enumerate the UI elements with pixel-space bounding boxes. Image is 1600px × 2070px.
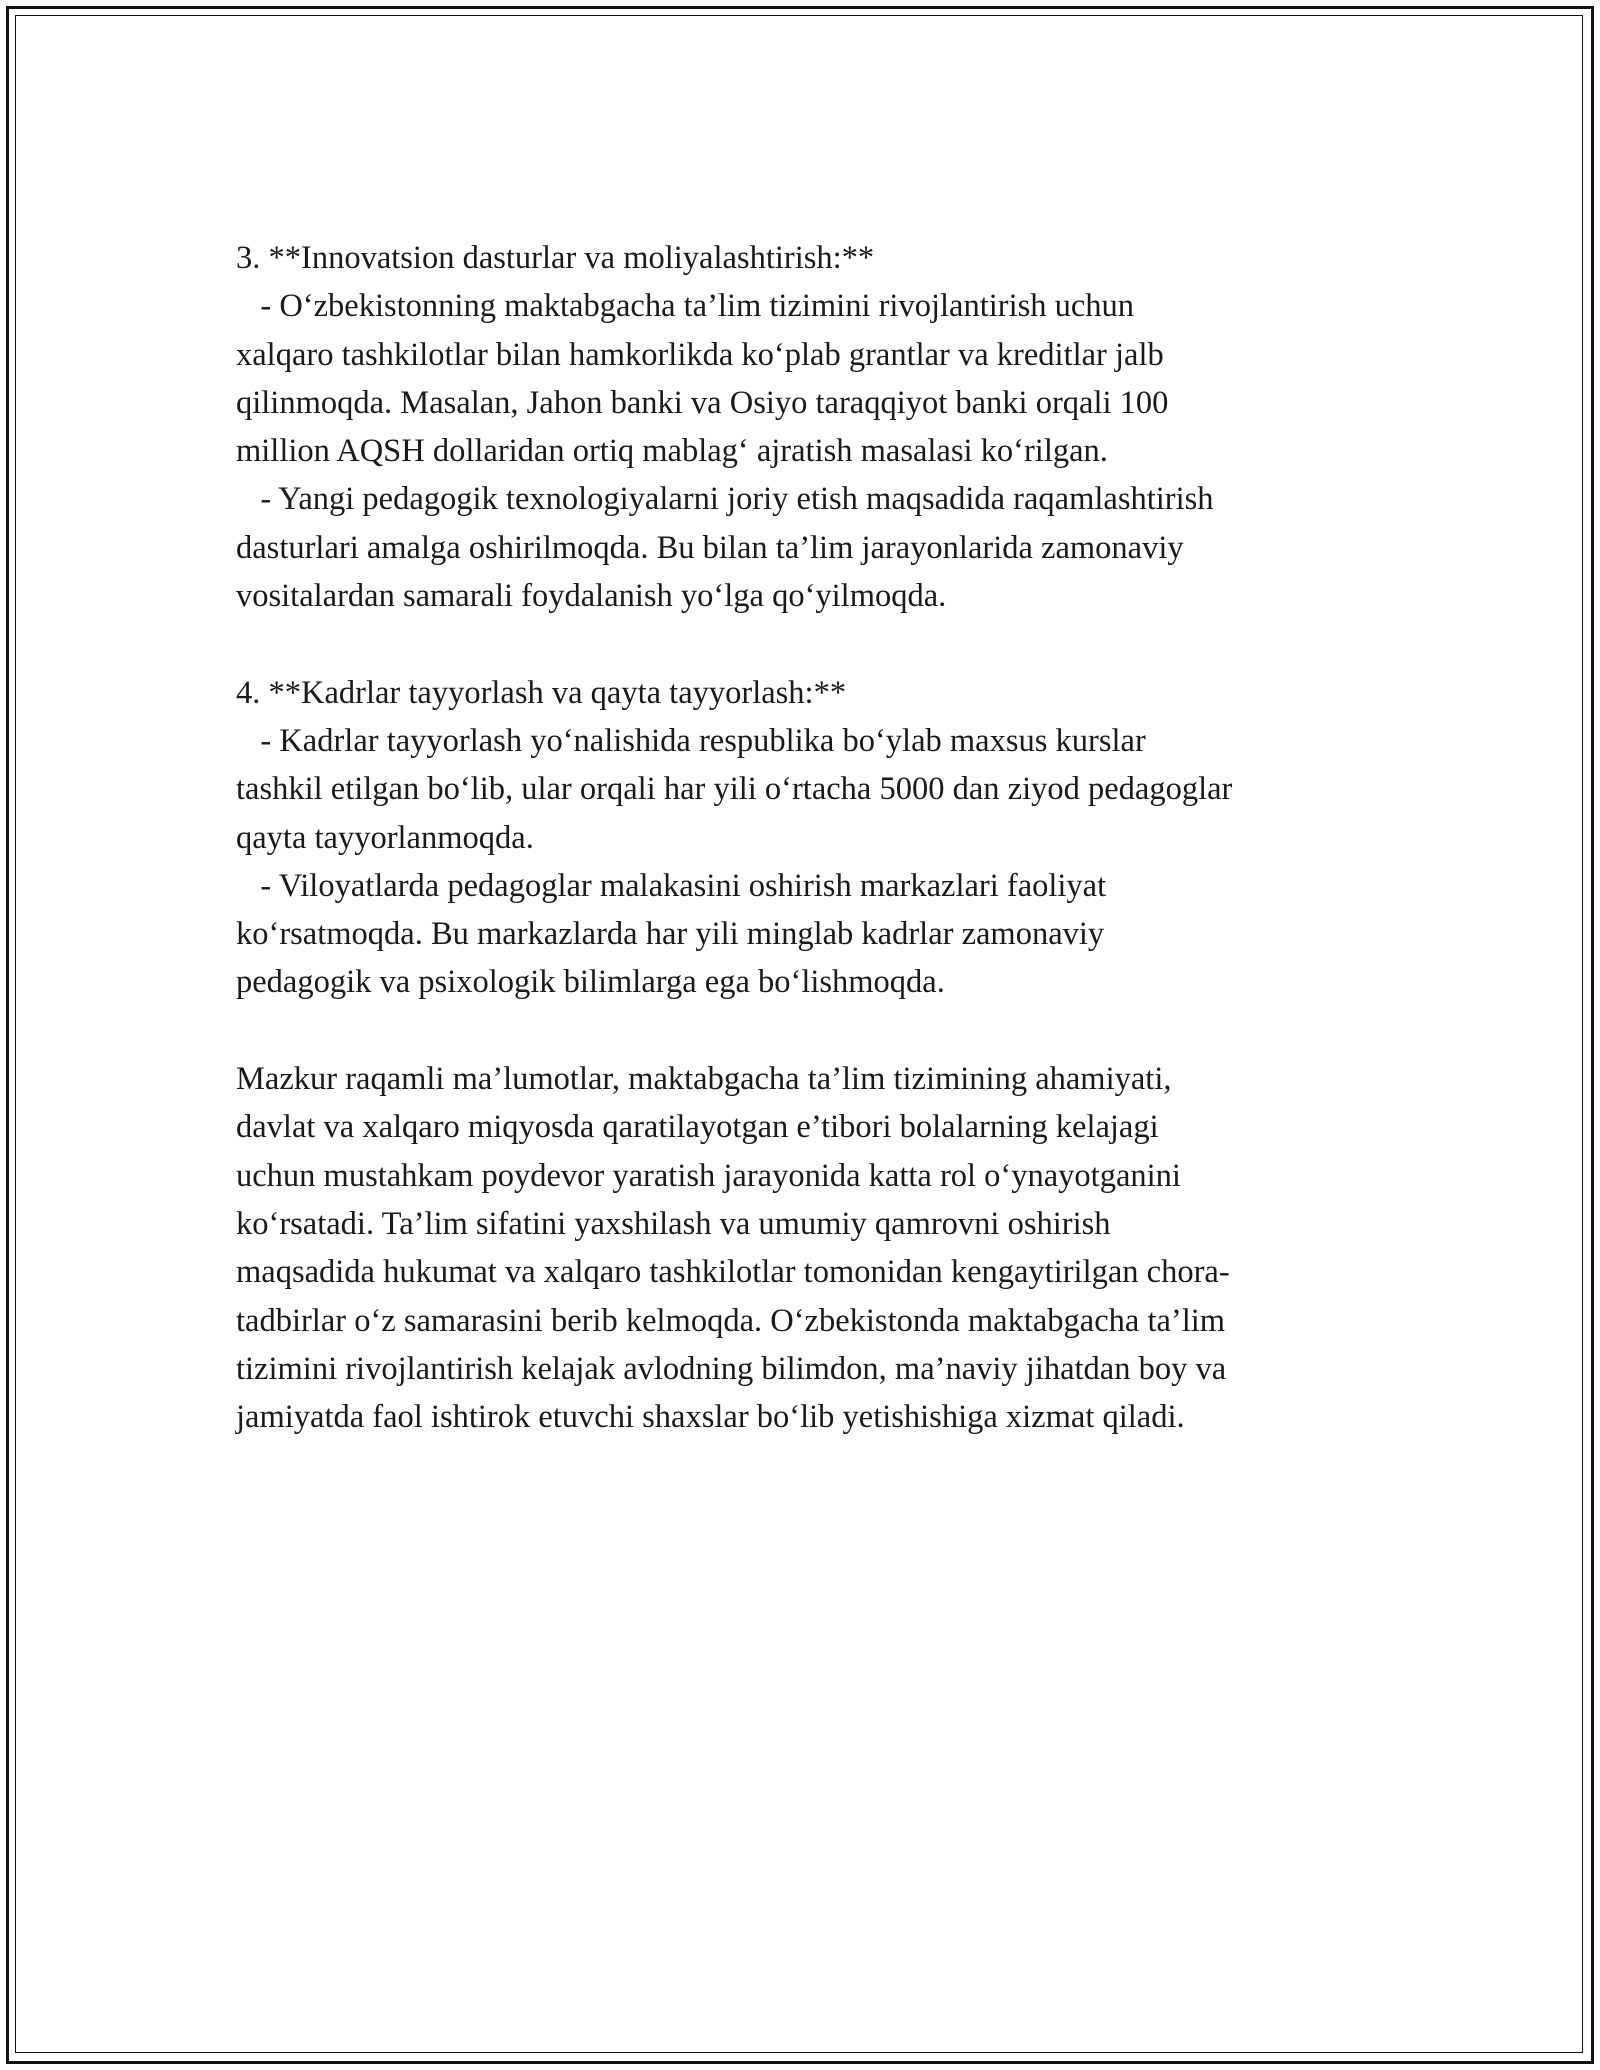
text-line: jamiyatda faol ishtirok etuvchi shaxslar bo‘lib yetishishiga xizmat qiladi.: [236, 1399, 1185, 1436]
text-line: tashkil etilgan bo‘lib, ular orqali har yili o‘rtacha 5000 dan ziyod pedagoglar: [236, 771, 1233, 808]
text-line: xalqaro tashkilotlar bilan hamkorlikda ko‘plab grantlar va kreditlar jalb: [236, 336, 1164, 373]
section-training: [236, 669, 1376, 1007]
bullet-paragraph: [236, 475, 1376, 620]
paragraph-spacer: [236, 1007, 1376, 1055]
text-line: vositalardan samarali foydalanish yo‘lga qo‘yilmoqda.: [236, 578, 947, 615]
text-line: - O‘zbekistonning maktabgacha ta’lim tizimini rivojlantirish uchun: [236, 288, 1135, 325]
paragraph-spacer: [236, 620, 1376, 668]
bullet-paragraph: [236, 717, 1376, 862]
section-innovation: [236, 234, 1376, 620]
text-line: qayta tayyorlanmoqda.: [236, 819, 534, 856]
text-line: ko‘rsatmoqda. Bu markazlarda har yili minglab kadrlar zamonaviy: [236, 916, 1105, 953]
text-line: dasturlari amalga oshirilmoqda. Bu bilan ta’lim jarayonlarida zamonaviy: [236, 529, 1184, 566]
conclusion-paragraph: [236, 1055, 1376, 1441]
section-heading: 3. **Innovatsion dasturlar va moliyalashtirish:**: [236, 240, 875, 276]
bullet-paragraph: [236, 862, 1376, 1007]
text-line: maqsadida hukumat va xalqaro tashkilotlar tomonidan kengaytirilgan chora-: [236, 1254, 1230, 1291]
text-line: million AQSH dollaridan ortiq mablag‘ ajratish masalasi ko‘rilgan.: [236, 433, 1108, 470]
text-line: tizimini rivojlantirish kelajak avlodning bilimdon, ma’naviy jihatdan boy va: [236, 1350, 1227, 1387]
document-body: [236, 234, 1376, 1441]
text-line: qilinmoqda. Masalan, Jahon banki va Osiyo taraqqiyot banki orqali 100: [236, 384, 1169, 421]
text-line: Mazkur raqamli ma’lumotlar, maktabgacha ta’lim tizimining ahamiyati,: [236, 1061, 1172, 1098]
text-line: - Kadrlar tayyorlash yo‘nalishida respublika bo‘ylab maxsus kurslar: [236, 722, 1146, 759]
text-line: davlat va xalqaro miqyosda qaratilayotgan e’tibori bolalarning kelajagi: [236, 1109, 1159, 1146]
text-line: uchun mustahkam poydevor yaratish jarayonida katta rol o‘ynayotganini: [236, 1157, 1181, 1194]
text-line: - Viloyatlarda pedagoglar malakasini oshirish markazlari faoliyat: [236, 867, 1107, 904]
section-heading: 4. **Kadrlar tayyorlash va qayta tayyorlash:**: [236, 674, 847, 711]
bullet-paragraph: [236, 282, 1376, 475]
text-line: ko‘rsatadi. Ta’lim sifatini yaxshilash va umumiy qamrovni oshirish: [236, 1205, 1111, 1242]
text-line: - Yangi pedagogik texnologiyalarni joriy etish maqsadida raqamlashtirish: [236, 481, 1214, 518]
text-line: pedagogik va psixologik bilimlarga ega bo‘lishmoqda.: [236, 964, 945, 1001]
text-line: tadbirlar o‘z samarasini berib kelmoqda. O‘zbekistonda maktabgacha ta’lim: [236, 1302, 1226, 1339]
